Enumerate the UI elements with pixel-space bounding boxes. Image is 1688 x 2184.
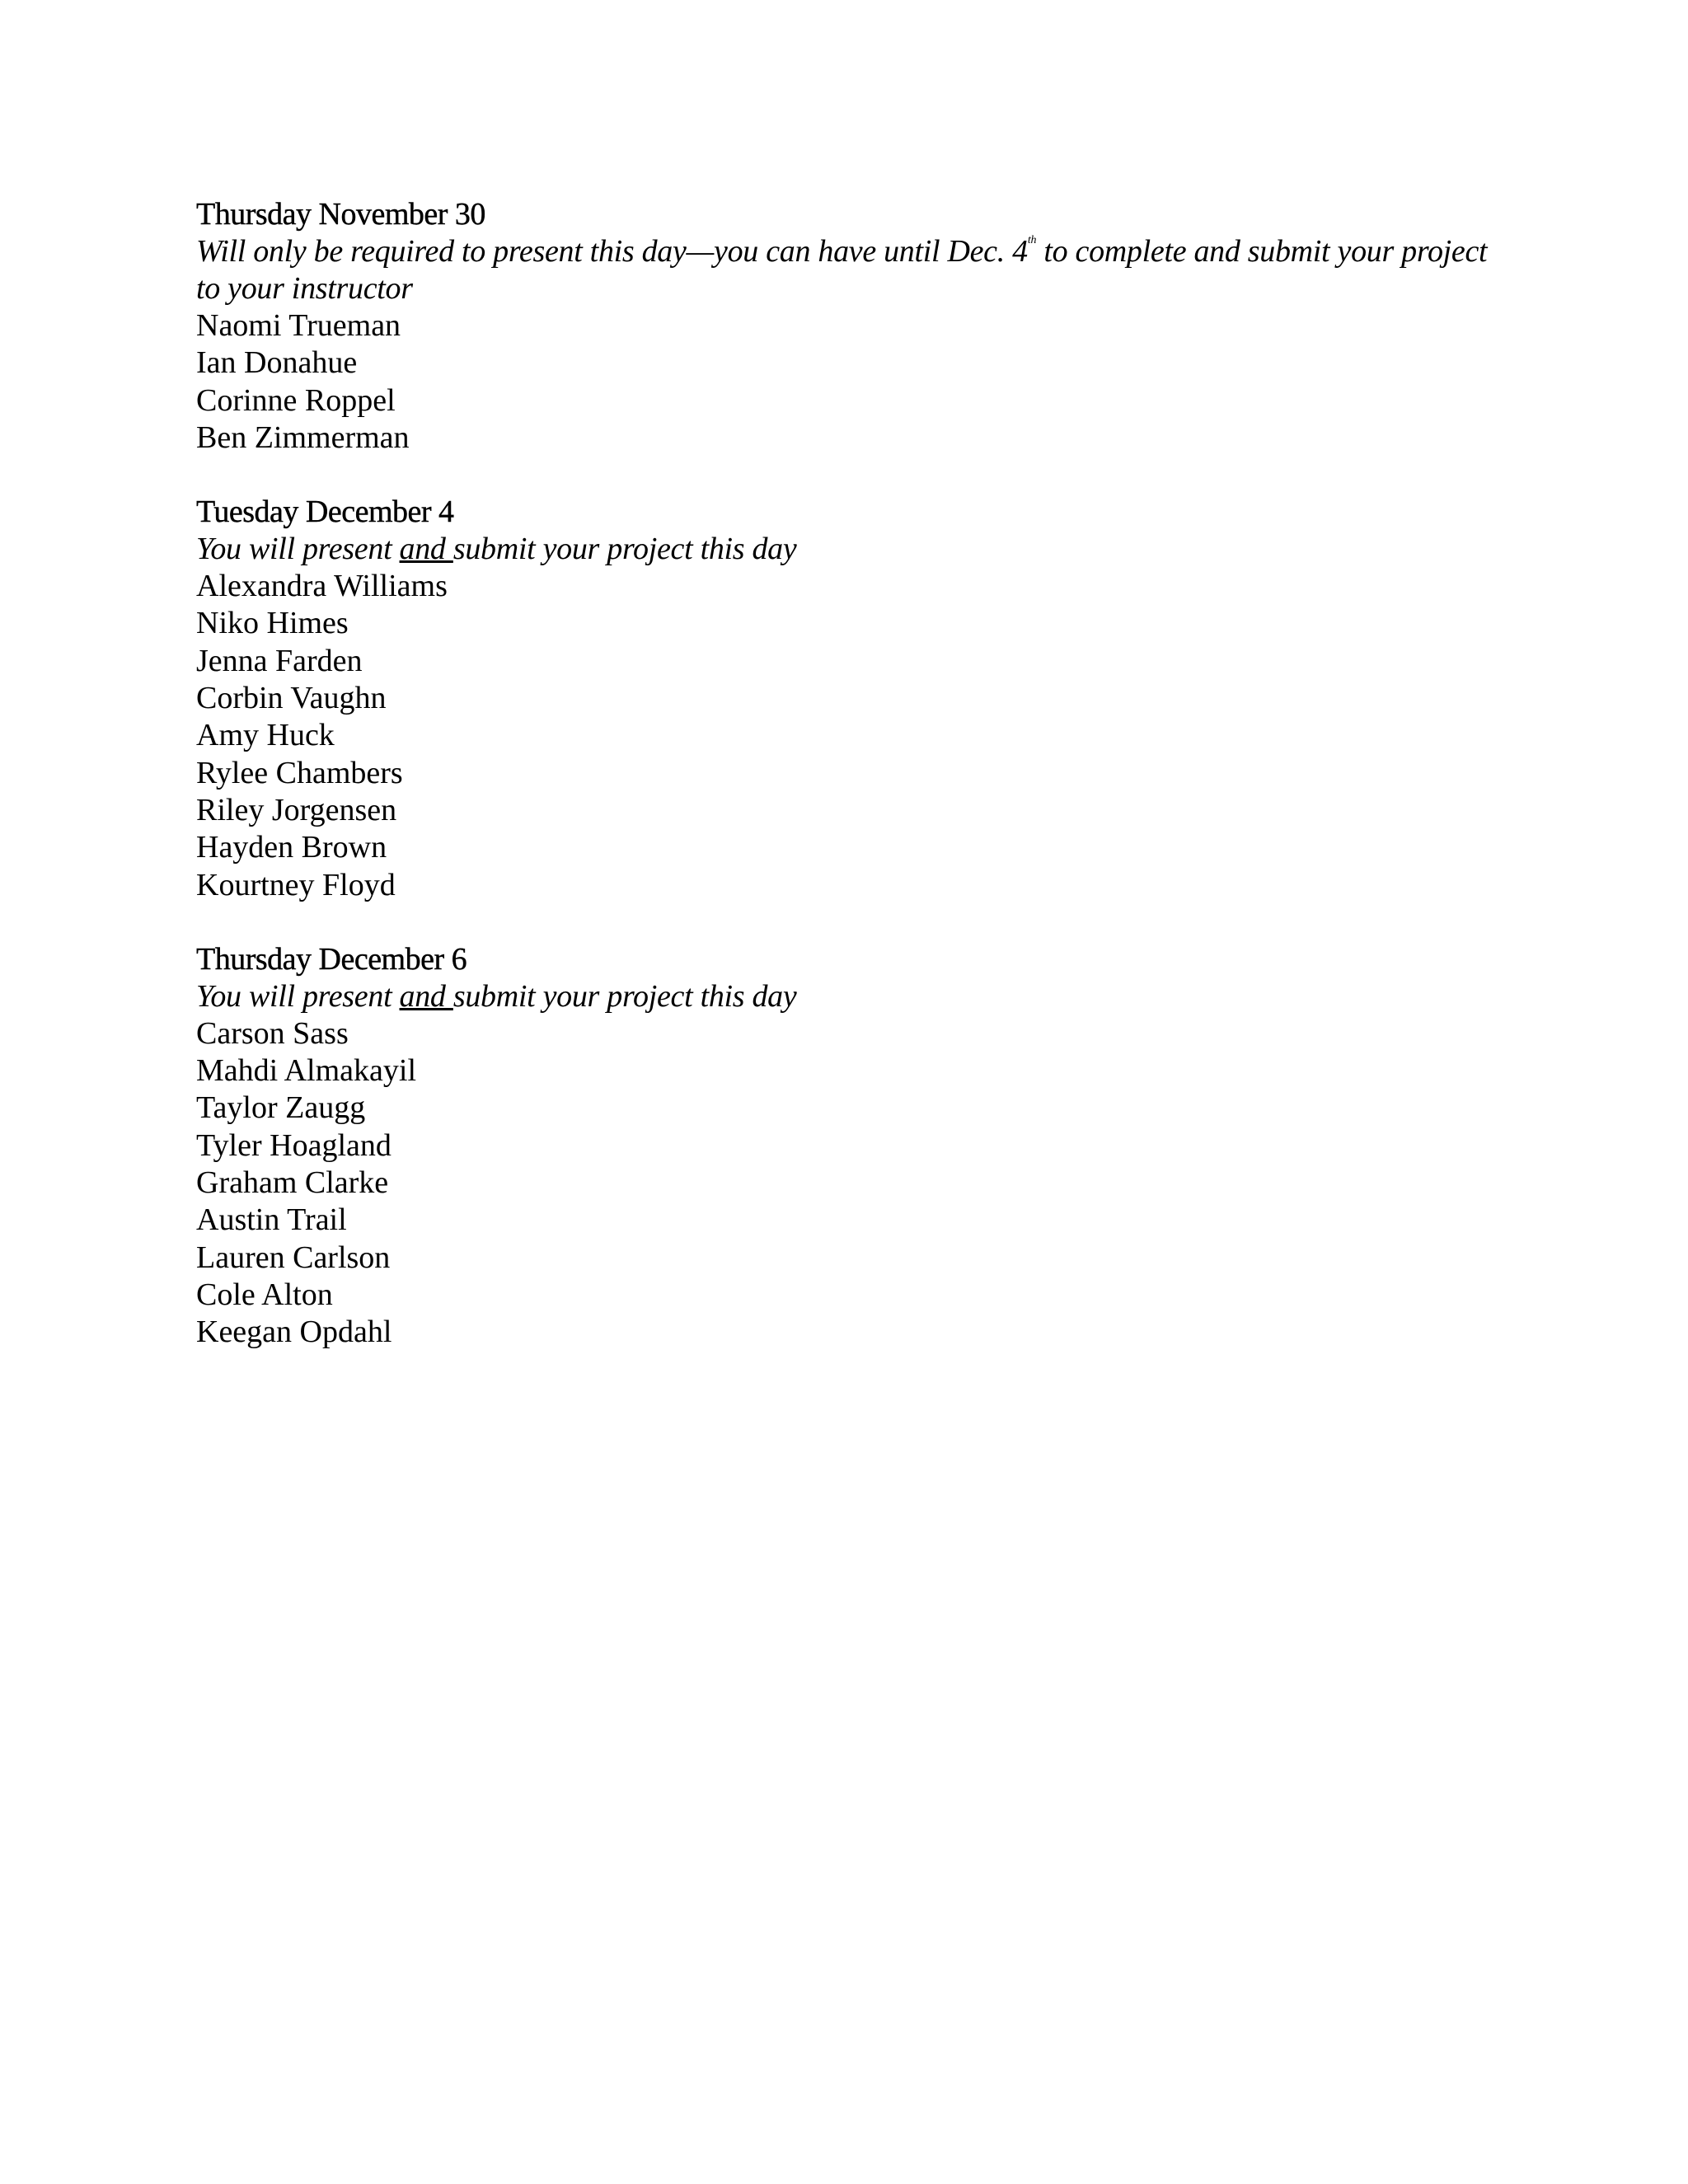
note-emphasis: and [399,978,453,1014]
schedule-section-nov-30 [196,196,1515,457]
presenter-name: Corbin Vaughn [196,681,387,716]
section-note [196,978,1515,1015]
presenter-name: Hayden Brown [196,830,387,865]
presenter-name: Tyler Hoagland [196,1127,392,1163]
note-text: You will present [196,978,400,1014]
presenter-name: Ian Donahue [196,345,358,381]
section-note [196,531,1515,568]
presenter-list [196,1015,1515,1352]
presenter-name: Amy Huck [196,718,335,753]
presenter-name: Keegan Opdahl [196,1315,392,1350]
presenter-name: Riley Jorgensen [196,792,397,827]
presenter-name: Naomi Trueman [196,308,401,343]
presenter-list [196,568,1515,904]
note-text-continued: to complete and submit your project to your instructor [196,234,1488,306]
document-page [196,196,1515,1389]
presenter-name: Alexandra Williams [196,569,448,604]
note-emphasis: and [399,532,453,567]
presenter-name: Mahdi Almakayil [196,1053,417,1089]
presenter-name: Cole Alton [196,1277,333,1312]
note-text-continued: submit your project this day [452,532,797,567]
section-heading: Thursday December 6 [196,941,467,977]
schedule-section-dec-4 [196,494,1515,904]
presenter-list [196,307,1515,457]
section-heading: Tuesday December 4 [196,494,454,530]
note-superscript: th [1027,234,1037,246]
presenter-name: Niko Himes [196,606,349,641]
presenter-name: Taylor Zaugg [196,1090,366,1126]
presenter-name: Rylee Chambers [196,755,403,790]
note-text: You will present [196,532,400,567]
presenter-name: Corinne Roppel [196,382,396,418]
presenter-name: Graham Clarke [196,1165,389,1201]
presenter-name: Jenna Farden [196,643,363,678]
presenter-name: Ben Zimmerman [196,419,410,455]
presenter-name: Carson Sass [196,1015,349,1051]
presenter-name: Lauren Carlson [196,1240,391,1275]
presenter-name: Austin Trail [196,1202,347,1238]
section-note [196,233,1515,307]
presenter-name: Kourtney Floyd [196,867,396,902]
note-text: Will only be required to present this day—you can have until Dec. 4 [196,234,1028,269]
section-heading: Thursday November 30 [196,197,485,232]
note-text-continued: submit your project this day [452,978,797,1014]
schedule-section-dec-6 [196,941,1515,1352]
